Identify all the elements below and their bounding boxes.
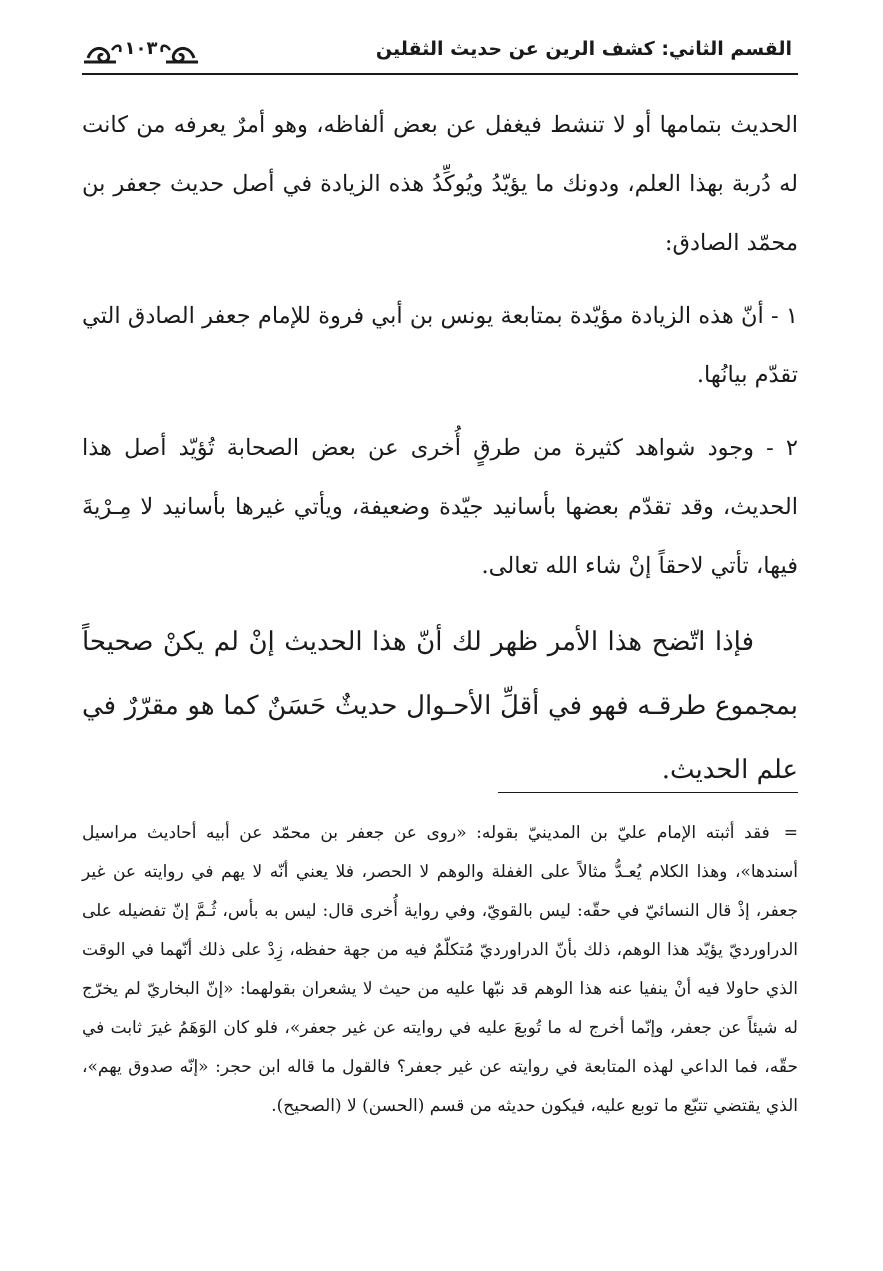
numbered-point: ٢ - وجود شواهد كثيرة من طرقٍ أُخرى عن بعض الصحابة تُؤيّد أصل هذا الحديث، وقد تقدّم بعضها بأسانيد جيّدة وضعيفة، ويأتي غيرها بأسانيد لا مِـرْيةَ فيها، تأتي لاحقاً إنْ شاء الله تعالى. <box>82 435 798 579</box>
page-number: ١٠٣ <box>124 38 158 59</box>
header-title: القسم الثاني: كشف الرين عن حديث الثقلين <box>375 38 792 60</box>
numbered-point: ١ - أنّ هذه الزيادة مؤيّدة بمتابعة يونس بن أبي فروة للإمام جعفر الصادق التي تقدّم بيانُها. <box>82 303 798 388</box>
footnote-text: فقد أثبته الإمام عليّ بن المدينيّ بقوله: «روى عن جعفر بن محمّد عن أبيه أحاديث مراسيل أسندها»، وهذا الكلام يُعـدُّ مثالاً على الغفلة والوهم لا الحصر، فلا يعني أنّه لا يهم في روايته عن غير جعفر، إذْ قال النسائيّ في حقّه: ليس بالقويّ، وفي رواية أُخرى قال: ليس به بأس، ثُـمَّ إنّ تفضيله على الدراورديّ يؤيّد هذا الوهم، ذلك بأنّ الدراورديّ مُتكلّمٌ فيه من جهة حفظه، زِدْ على ذلك أنّهما في الوقت الذي حاولا فيه أنْ ينفيا عنه هذا الوهم قد نبّها عليه من حيث لا يشعران بقولهما: «إنّ البخاريّ لم يخرّج له شيئاً عن جعفر، وإنّما أخرج له ما تُوبعَ عليه في روايته عن غير جعفر»، فلو كان الوَهَمُ غيرَ ثابت في حقّه، فما الداعي لهذه المتابعة في روايته عن غير جعفر؟ فالقول ما قاله ابن حجر: «إنّه صدوق يهم»، الذي يقتضي تتبّع ما توبع عليه، فيكون حديثه من قسم (الحسن) لا (الصحيح). <box>82 823 798 1116</box>
page-header <box>82 36 798 76</box>
main-text <box>82 96 798 802</box>
paragraph: الحديث بتمامها أو لا تنشط فيغفل عن بعض ألفاظه، وهو أمرٌ يعرفه من كانت له دُربة بهذا العلم، ودونك ما يؤيّدُ ويُوكِّدُ هذه الزيادة في أصل حديث جعفر بن محمّد الصادق: <box>82 112 798 256</box>
footnote <box>82 814 798 1126</box>
footnote-continuation-marker: = <box>783 823 798 843</box>
footnote-separator <box>498 792 798 793</box>
conclusion-paragraph: فإذا اتّضح هذا الأمر ظهر لك أنّ هذا الحديث إنْ لم يكنْ صحيحاً بمجموع طرقـه فهو في أقلِّ الأحـوال حديثٌ حَسَنٌ كما هو مقرّرٌ في علم الحديث. <box>82 627 798 785</box>
header-rule <box>82 73 798 75</box>
